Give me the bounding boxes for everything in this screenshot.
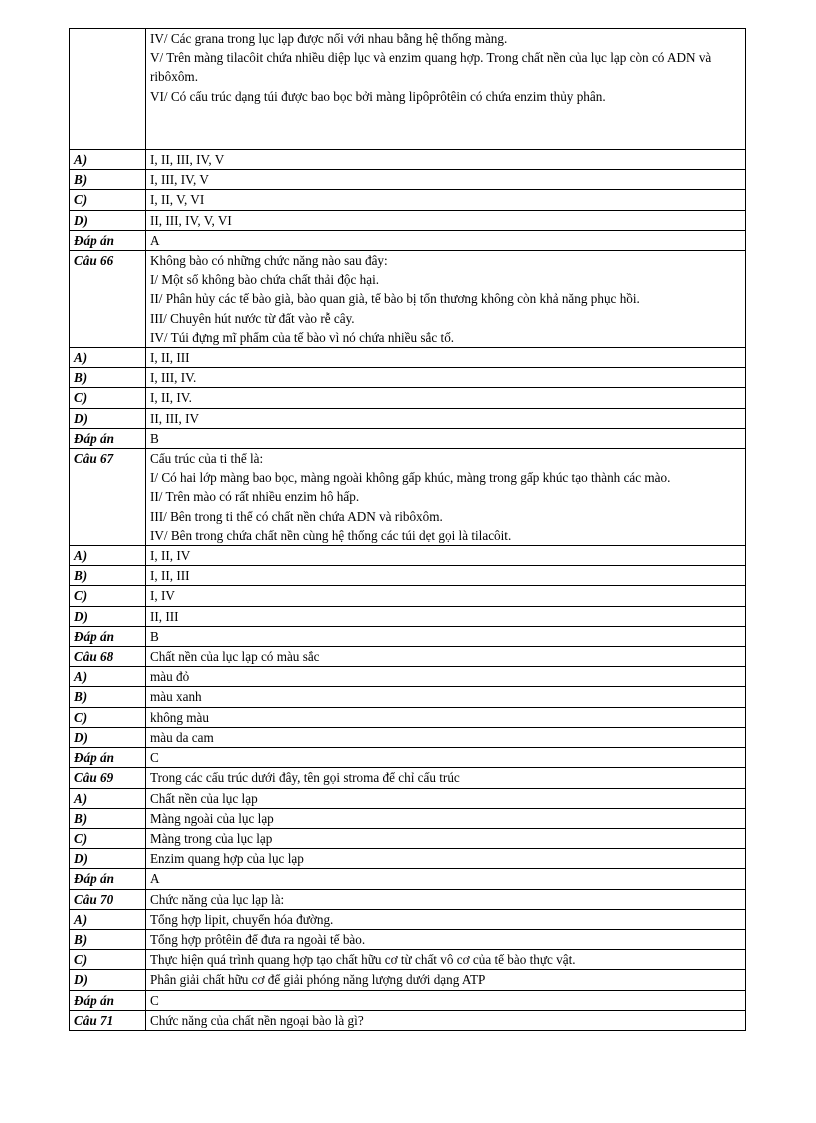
question-number: Câu 68	[70, 647, 146, 667]
option-label: A)	[70, 348, 146, 368]
statement-line: III/ Chuyên hút nước từ đất vào rễ cây.	[150, 310, 355, 326]
statement-line: VI/ Có cấu trúc dạng túi được bao bọc bởi màng lipôprôtêin có chứa enzim thủy phân.	[150, 88, 606, 104]
option-text: I, II, IV	[146, 546, 746, 566]
option-label: B)	[70, 566, 146, 586]
option-text: màu xanh	[146, 687, 746, 707]
option-text: II, III, IV, V, VI	[146, 210, 746, 230]
question-number: Câu 70	[70, 889, 146, 909]
option-label: B)	[70, 368, 146, 388]
option-label: C)	[70, 586, 146, 606]
answer-value: B	[146, 626, 746, 646]
option-label: B)	[70, 808, 146, 828]
option-text: Enzim quang hợp của lục lạp	[146, 849, 746, 869]
option-row	[70, 687, 746, 707]
option-label: B)	[70, 687, 146, 707]
option-row	[70, 707, 746, 727]
answer-label: Đáp án	[70, 626, 146, 646]
option-text: I, IV	[146, 586, 746, 606]
option-label: D)	[70, 727, 146, 747]
question-table-body	[70, 29, 746, 1031]
statement-line: II/ Trên mào có rất nhiều enzim hô hấp.	[150, 489, 360, 505]
question-continuation-row	[70, 29, 746, 150]
answer-row	[70, 428, 746, 448]
option-label: A)	[70, 788, 146, 808]
question-number: Câu 69	[70, 768, 146, 788]
option-label: C)	[70, 388, 146, 408]
option-label: A)	[70, 546, 146, 566]
option-text: Tổng hợp prôtêin để đưa ra ngoài tế bào.	[146, 929, 746, 949]
option-label: A)	[70, 150, 146, 170]
answer-label: Đáp án	[70, 990, 146, 1010]
option-text: I, II, III	[146, 566, 746, 586]
option-label: C)	[70, 707, 146, 727]
answer-row	[70, 230, 746, 250]
question-text-cell	[146, 449, 746, 546]
question-text-cell	[146, 768, 746, 788]
statement-line: II/ Phân hủy các tế bào già, bào quan già, tế bào bị tổn thương không còn khả năng phục hồi.	[150, 291, 640, 307]
option-row	[70, 388, 746, 408]
question-table	[69, 28, 746, 1031]
answer-label: Đáp án	[70, 748, 146, 768]
option-text: II, III	[146, 606, 746, 626]
statement-line: V/ Trên màng tilacôit chứa nhiều diệp lục và enzim quang hợp. Trong chất nền của lục lạp còn có ADN và ribôxôm.	[150, 50, 712, 85]
question-text-cell	[146, 889, 746, 909]
answer-value: C	[146, 748, 746, 768]
statement-line: Không bào có những chức năng nào sau đây:	[150, 253, 388, 269]
option-label: D)	[70, 408, 146, 428]
option-text: I, III, IV.	[146, 368, 746, 388]
option-text: màu da cam	[146, 727, 746, 747]
option-label: A)	[70, 667, 146, 687]
option-row	[70, 849, 746, 869]
option-row	[70, 909, 746, 929]
option-row	[70, 170, 746, 190]
answer-value: C	[146, 990, 746, 1010]
statement-line: Chất nền của lục lạp có màu sắc	[150, 649, 320, 665]
option-label: B)	[70, 170, 146, 190]
option-text: màu đỏ	[146, 667, 746, 687]
option-text: I, III, IV, V	[146, 170, 746, 190]
empty-label-cell	[70, 29, 146, 150]
question-row	[70, 768, 746, 788]
question-text-cell	[146, 29, 746, 150]
option-row	[70, 566, 746, 586]
statement-line: Chức năng của chất nền ngoại bào là gì?	[150, 1012, 364, 1028]
question-row	[70, 449, 746, 546]
question-row	[70, 1010, 746, 1030]
option-row	[70, 950, 746, 970]
question-row	[70, 647, 746, 667]
statement-line: Cấu trúc của ti thể là:	[150, 451, 264, 467]
option-row	[70, 727, 746, 747]
option-label: C)	[70, 950, 146, 970]
answer-value: A	[146, 230, 746, 250]
option-text: I, II, III	[146, 348, 746, 368]
option-text: I, II, V, VI	[146, 190, 746, 210]
option-row	[70, 586, 746, 606]
answer-row	[70, 748, 746, 768]
question-text-cell	[146, 647, 746, 667]
option-row	[70, 808, 746, 828]
option-label: D)	[70, 606, 146, 626]
option-text: không màu	[146, 707, 746, 727]
statement-line: III/ Bên trong ti thể có chất nền chứa ADN và ribôxôm.	[150, 508, 443, 524]
statement-line: Trong các cấu trúc dưới đây, tên gọi stroma để chỉ cấu trúc	[150, 770, 460, 786]
option-row	[70, 210, 746, 230]
statement-line: IV/ Bên trong chứa chất nền cùng hệ thống các túi dẹt gọi là tilacôit.	[150, 527, 512, 543]
option-text: Màng trong của lục lạp	[146, 828, 746, 848]
option-text: Màng ngoài của lục lạp	[146, 808, 746, 828]
question-row	[70, 251, 746, 348]
option-row	[70, 788, 746, 808]
answer-row	[70, 990, 746, 1010]
question-number: Câu 71	[70, 1010, 146, 1030]
option-label: B)	[70, 929, 146, 949]
option-label: C)	[70, 828, 146, 848]
statement-line: IV/ Các grana trong lục lạp được nối với nhau bằng hệ thống màng.	[150, 31, 508, 46]
option-text: I, II, III, IV, V	[146, 150, 746, 170]
option-row	[70, 408, 746, 428]
option-row	[70, 150, 746, 170]
option-row	[70, 970, 746, 990]
statement-line: I/ Một số không bào chứa chất thải độc hại.	[150, 272, 380, 288]
statement-line: Chức năng của lục lạp là:	[150, 891, 285, 907]
option-row	[70, 348, 746, 368]
statement-line: IV/ Túi đựng mĩ phẩm của tế bào vì nó chứa nhiều sắc tố.	[150, 329, 455, 345]
option-row	[70, 546, 746, 566]
answer-row	[70, 626, 746, 646]
statement-line: I/ Có hai lớp màng bao bọc, màng ngoài không gấp khúc, màng trong gấp khúc tạo thành các mào.	[150, 470, 671, 486]
option-label: D)	[70, 970, 146, 990]
option-row	[70, 929, 746, 949]
option-text: Chất nền của lục lạp	[146, 788, 746, 808]
question-number: Câu 67	[70, 449, 146, 546]
option-text: Tổng hợp lipit, chuyển hóa đường.	[146, 909, 746, 929]
option-row	[70, 190, 746, 210]
answer-label: Đáp án	[70, 869, 146, 889]
option-text: I, II, IV.	[146, 388, 746, 408]
option-label: A)	[70, 909, 146, 929]
question-row	[70, 889, 746, 909]
question-text-cell	[146, 251, 746, 348]
option-label: D)	[70, 849, 146, 869]
option-row	[70, 828, 746, 848]
answer-label: Đáp án	[70, 230, 146, 250]
option-row	[70, 368, 746, 388]
answer-label: Đáp án	[70, 428, 146, 448]
question-text-cell	[146, 1010, 746, 1030]
option-text: Phân giải chất hữu cơ để giải phóng năng lượng dưới dạng ATP	[146, 970, 746, 990]
option-text: Thực hiện quá trình quang hợp tạo chất hữu cơ từ chất vô cơ của tế bào thực vật.	[146, 950, 746, 970]
answer-value: A	[146, 869, 746, 889]
option-row	[70, 667, 746, 687]
option-label: D)	[70, 210, 146, 230]
answer-row	[70, 869, 746, 889]
question-number: Câu 66	[70, 251, 146, 348]
option-row	[70, 606, 746, 626]
answer-value: B	[146, 428, 746, 448]
option-label: C)	[70, 190, 146, 210]
option-text: II, III, IV	[146, 408, 746, 428]
